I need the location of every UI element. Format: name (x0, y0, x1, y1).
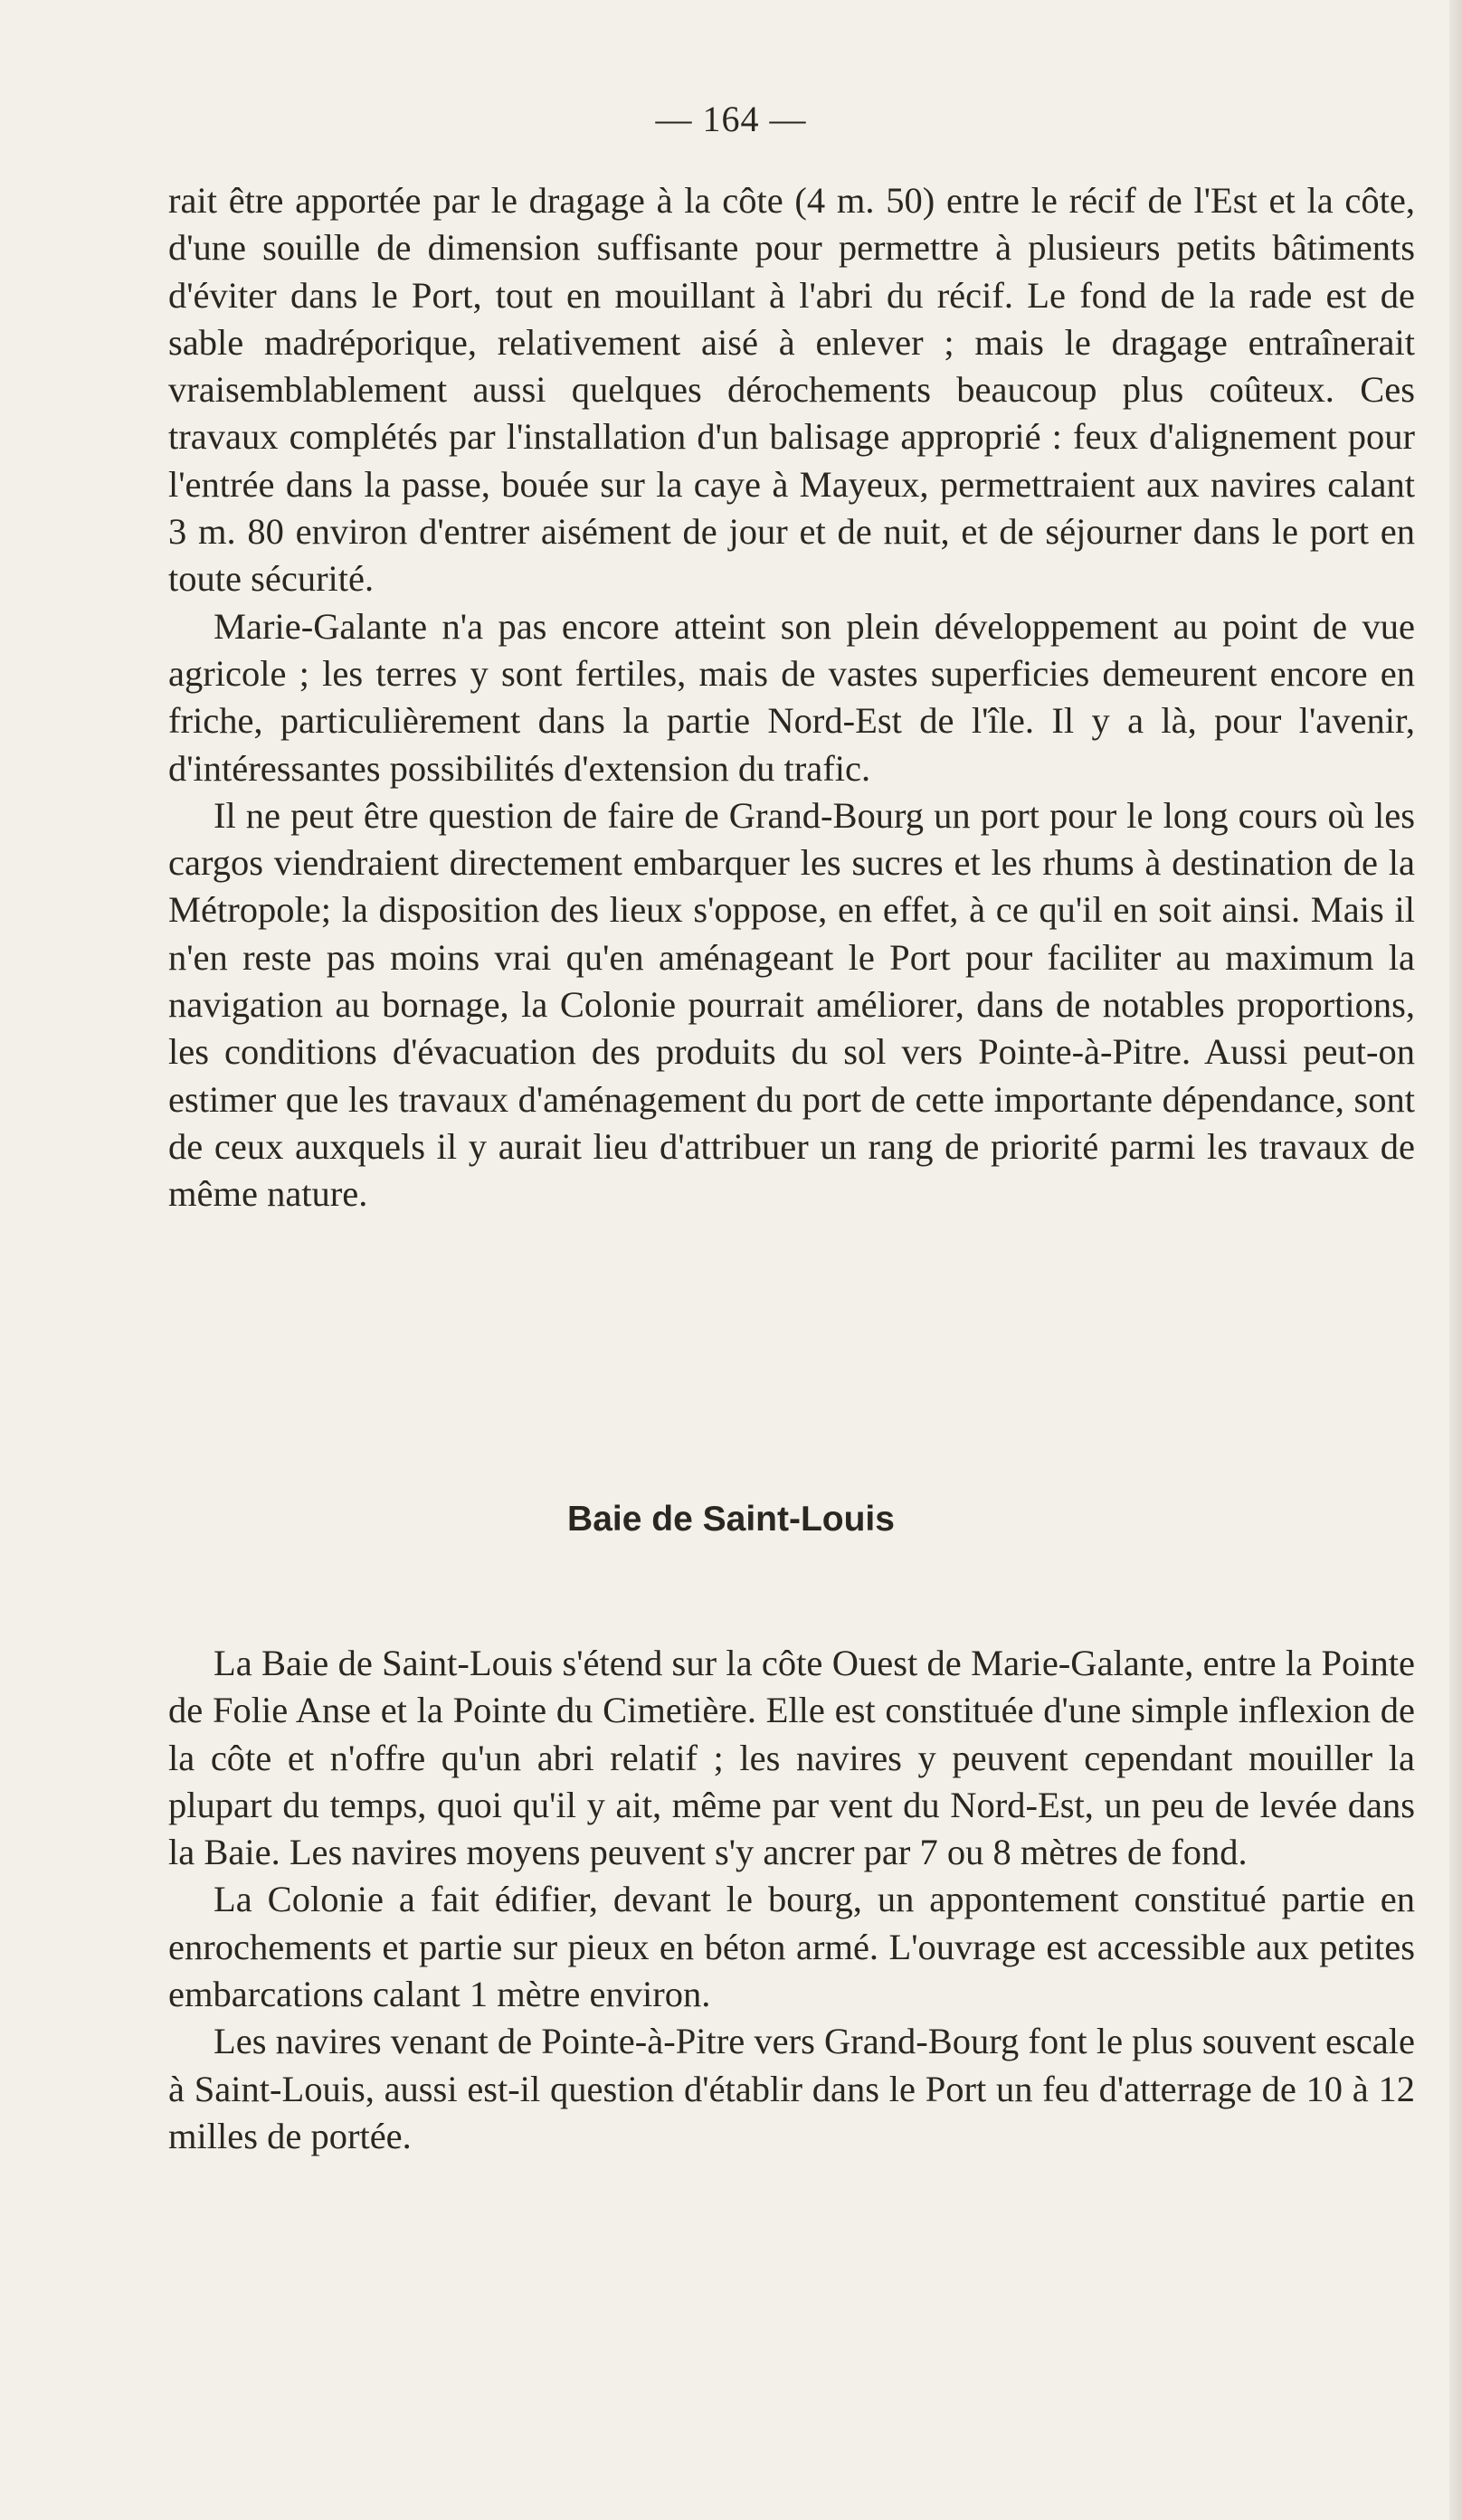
paragraph: La Colonie a fait édifier, devant le bourg, un appontement constitué partie en enrochements et partie sur pieux en béton armé. L'ouvrage est accessible aux petites embarcations calant 1 mètre environ. (168, 1879, 1415, 2015)
section-heading: Baie de Saint-Louis (567, 1500, 895, 1539)
paragraph: Les navires venant de Pointe-à-Pitre vers Grand-Bourg font le plus souvent escale à Saint-Louis, aussi est-il question d'établir dans le Port un feu d'atterrage de 10 à 12 milles de portée. (168, 2021, 1415, 2156)
section-text (168, 1640, 1415, 2160)
paragraph: Il ne peut être question de faire de Grand-Bourg un port pour le long cours où les cargos viendraient directement embarquer les sucres et les rhums à destination de la Métropole; la disposition des lieux s'oppose, en effet, à ce qu'il en soit ainsi. Mais il n'en reste pas moins vrai qu'en aménageant le Port pour faciliter au maximum la navigation au bornage, la Colonie pourrait améliorer, dans de notables proportions, les conditions d'évacuation des produits du sol vers Pointe-à-Pitre. Aussi peut-on estimer que les travaux d'aménagement du port de cette importante dépendance, sont de ceux auxquels il y aurait lieu d'attribuer un rang de priorité parmi les travaux de même nature. (168, 794, 1415, 1215)
paragraph: Marie-Galante n'a pas encore atteint son plein développement au point de vue agricole ; les terres y sont fertiles, mais de vastes superficies demeurent encore en friche, particulièrement dans la partie Nord-Est de l'île. Il y a là, pour l'avenir, d'intéressantes possibilités d'extension du trafic. (168, 605, 1415, 789)
body-text (168, 177, 1415, 1218)
page-number: — 164 — (655, 99, 807, 139)
paragraph: rait être apportée par le dragage à la côte (4 m. 50) entre le récif de l'Est et la côte, d'une souille de dimension suffisante pour permettre à plusieurs petits bâtiments d'éviter dans le Port, tout en mouillant à l'abri du récif. Le fond de la rade est de sable madréporique, relativement aisé à enlever ; mais le dragage entraînerait vraisemblablement aussi quelques dérochements beaucoup plus coûteux. Ces travaux complétés par l'installation d'un balisage approprié : feux d'alignement pour l'entrée dans la passe, bouée sur la caye à Mayeux, permettraient aux navires calant 3 m. 80 environ d'entrer aisément de jour et de nuit, et de séjourner dans le port en toute sécurité. (168, 180, 1415, 600)
paragraph: La Baie de Saint-Louis s'étend sur la côte Ouest de Marie-Galante, entre la Pointe de Folie Anse et la Pointe du Cimetière. Elle est constituée d'une simple inflexion de la côte et n'offre qu'un abri relatif ; les navires y peuvent cependant mouiller la plupart du temps, quoi qu'il y ait, même par vent du Nord-Est, un peu de levée dans la Baie. Les navires moyens peuvent s'y ancrer par 7 ou 8 mètres de fond. (168, 1643, 1415, 1873)
page-edge (1449, 0, 1462, 2520)
